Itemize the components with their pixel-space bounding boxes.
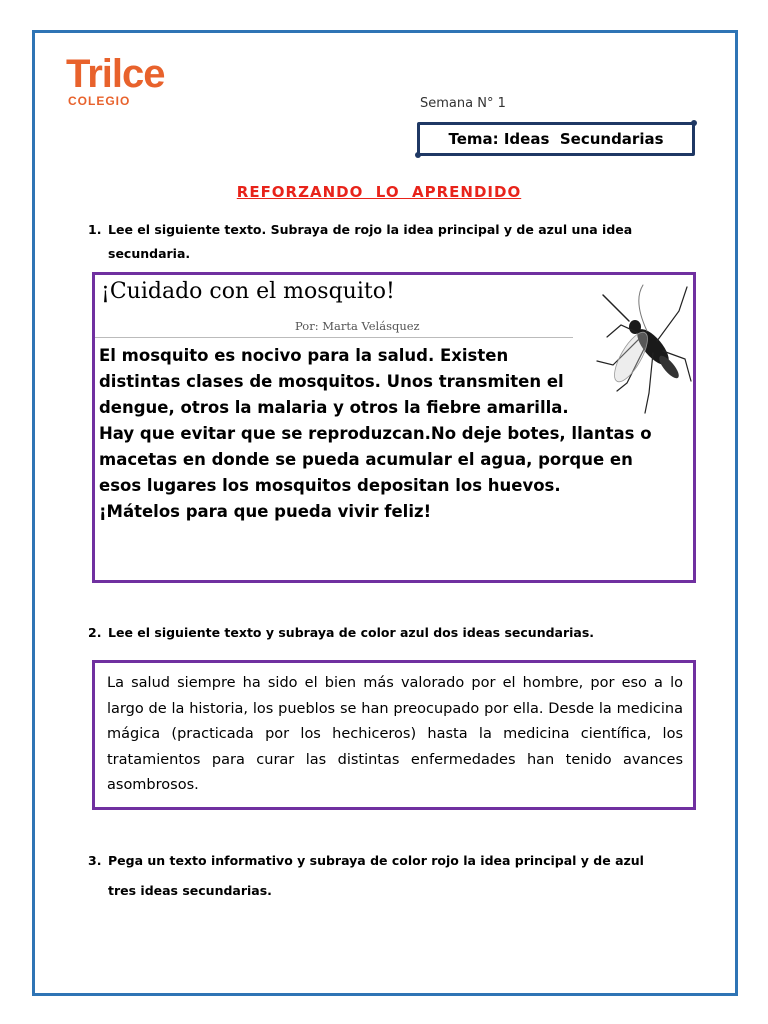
reading-title: ¡Cuidado con el mosquito! xyxy=(101,279,395,304)
school-logo xyxy=(66,52,165,108)
topic-label: Tema: Ideas Secundarias xyxy=(448,130,664,148)
question-text-cont: secundaria. xyxy=(108,246,191,261)
question-number: 3. xyxy=(88,853,102,868)
corner-dot xyxy=(415,152,421,158)
reading-box-2-text: La salud siempre ha sido el bien más valorado por el hombre, por eso a lo largo de la historia, los pueblos se han preocupado por ella. Desde la medicina mágica (practicada por los hechiceros) hasta la medicina científica, los tratamientos para curar las distintas enfermedades han tenido avances asombrosos. xyxy=(107,675,683,793)
question-text: Lee el siguiente texto. Subraya de rojo la idea principal y de azul una idea xyxy=(108,222,633,237)
question-number: 2. xyxy=(88,625,102,640)
question-text-cont: tres ideas secundarias. xyxy=(108,883,272,898)
reading-paragraph-3: ¡Mátelos para que pueda vivir feliz! xyxy=(99,502,432,521)
reading-paragraph-2: Hay que evitar que se reproduzcan.No deje botes, llantas o macetas en donde se pueda acumular el agua, porque en esos lugares los mosquitos depositan los huevos. xyxy=(99,424,652,495)
divider xyxy=(95,337,573,338)
question-2 xyxy=(88,621,694,645)
section-heading: REFORZANDO LO APRENDIDO xyxy=(236,183,522,201)
reading-box-2 xyxy=(92,660,696,810)
logo-sub: COLEGIO xyxy=(68,94,131,108)
reading-box xyxy=(92,272,696,583)
corner-dot xyxy=(691,120,697,126)
logo-brand: Trilce xyxy=(66,52,165,96)
question-3 xyxy=(88,846,694,906)
reading-author: Por: Marta Velásquez xyxy=(295,319,420,333)
question-1 xyxy=(88,218,694,266)
reading-text xyxy=(99,343,679,525)
reading-paragraph-1: El mosquito es nocivo para la salud. Existen distintas clases de mosquitos. Unos transmiten el dengue, otros la malaria y otros la fiebre amarilla. xyxy=(99,346,569,417)
topic-box xyxy=(417,122,695,156)
week-label: Semana N° 1 xyxy=(420,96,506,111)
question-text: Pega un texto informativo y subraya de color rojo la idea principal y de azul xyxy=(108,853,644,868)
question-number: 1. xyxy=(88,222,102,237)
question-text: Lee el siguiente texto y subraya de color azul dos ideas secundarias. xyxy=(108,625,595,640)
